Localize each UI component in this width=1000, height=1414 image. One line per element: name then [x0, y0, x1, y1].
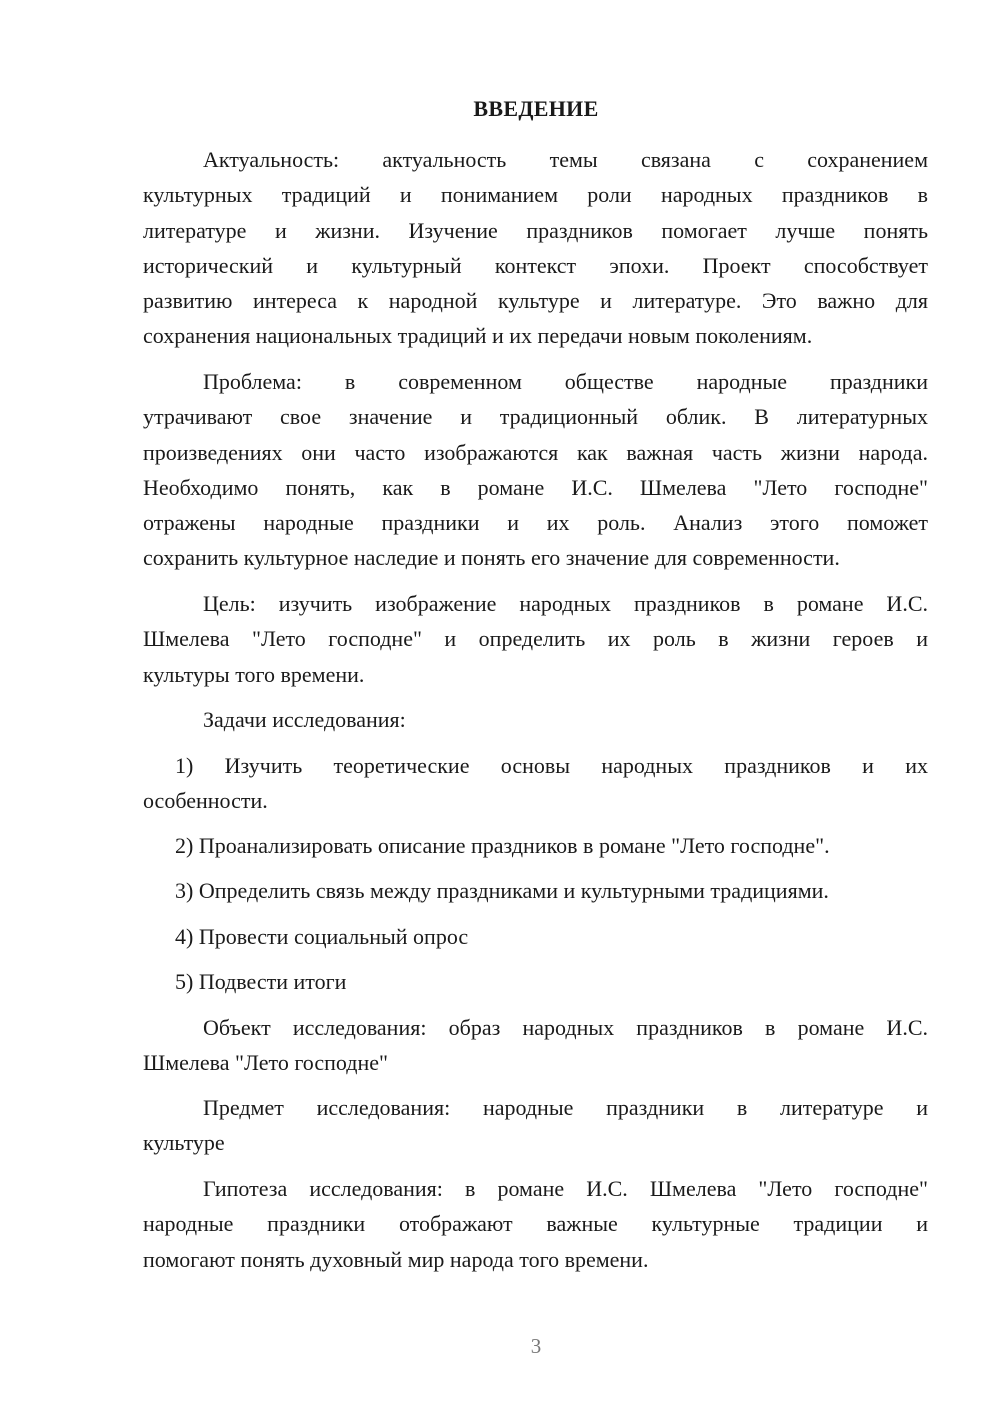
- task-item-2: [143, 828, 928, 863]
- task-item-4: [143, 919, 928, 954]
- paragraph-line: Актуальность: актуальность темы связана с сохранением: [203, 147, 928, 172]
- paragraph-line: 5) Подвести итоги: [175, 969, 347, 994]
- paragraph-line: Шмелева "Лето господне" и определить их роль в жизни героев и: [143, 626, 928, 652]
- paragraph-subject: [143, 1090, 928, 1161]
- section-heading: ВВЕДЕНИЕ: [473, 96, 599, 121]
- paragraph-line: культуры того времени.: [143, 661, 365, 687]
- tasks-title: [143, 702, 928, 737]
- task-item-1: [143, 748, 928, 819]
- paragraph-line: утрачивают свое значение и традиционный облик. В литературных: [143, 404, 928, 430]
- paragraph-line: отражены народные праздники и их роль. Анализ этого поможет: [143, 510, 928, 536]
- paragraph-goal: [143, 586, 928, 692]
- paragraph-line: народные праздники отображают важные культурные традиции и: [143, 1211, 928, 1237]
- paragraph-line: культуре: [143, 1130, 225, 1156]
- paragraph-line: помогают понять духовный мир народа того времени.: [143, 1246, 649, 1272]
- paragraph-relevance: [143, 142, 928, 354]
- paragraph-line: произведениях они часто изображаются как важная часть жизни народа.: [143, 439, 928, 465]
- paragraph-hypothesis: [143, 1171, 928, 1277]
- paragraph-line: развитию интереса к народной культуре и литературе. Это важно для: [143, 288, 928, 314]
- paragraph-line: 2) Проанализировать описание праздников в романе "Лето господне".: [175, 833, 830, 858]
- paragraph-line: Проблема: в современном обществе народные праздники: [203, 369, 928, 394]
- paragraph-line: литературе и жизни. Изучение праздников помогает лучше понять: [143, 217, 928, 243]
- paragraph-line: Необходимо понять, как в романе И.С. Шмелева "Лето господне": [143, 474, 928, 500]
- paragraph-line: Объект исследования: образ народных праздников в романе И.С.: [203, 1015, 928, 1040]
- paragraph-line: Гипотеза исследования: в романе И.С. Шмелева "Лето господне": [203, 1176, 928, 1201]
- paragraph-line: Шмелева "Лето господне": [143, 1050, 388, 1076]
- paragraph-object: [143, 1010, 928, 1081]
- task-item-3: [143, 873, 928, 908]
- paragraph-line: Цель: изучить изображение народных праздников в романе И.С.: [203, 591, 928, 616]
- page-number: 3: [530, 1334, 542, 1358]
- paragraph-line: 4) Провести социальный опрос: [175, 924, 469, 949]
- paragraph-line: исторический и культурный контекст эпохи. Проект способствует: [143, 252, 928, 278]
- paragraph-problem: [143, 364, 928, 576]
- paragraph-line: культурных традиций и пониманием роли народных праздников в: [143, 182, 928, 208]
- paragraph-line: 1) Изучить теоретические основы народных праздников и их: [175, 753, 928, 778]
- paragraph-line: Предмет исследования: народные праздники в литературе и: [203, 1095, 928, 1120]
- paragraph-line: сохранения национальных традиций и их передачи новым поколениям.: [143, 323, 813, 349]
- paragraph-line: 3) Определить связь между праздниками и культурными традициями.: [175, 878, 829, 903]
- paragraph-line: особенности.: [143, 788, 268, 814]
- paragraph-line: Задачи исследования:: [203, 707, 406, 732]
- paragraph-line: сохранить культурное наследие и понять его значение для современности.: [143, 545, 840, 571]
- task-item-5: [143, 964, 928, 999]
